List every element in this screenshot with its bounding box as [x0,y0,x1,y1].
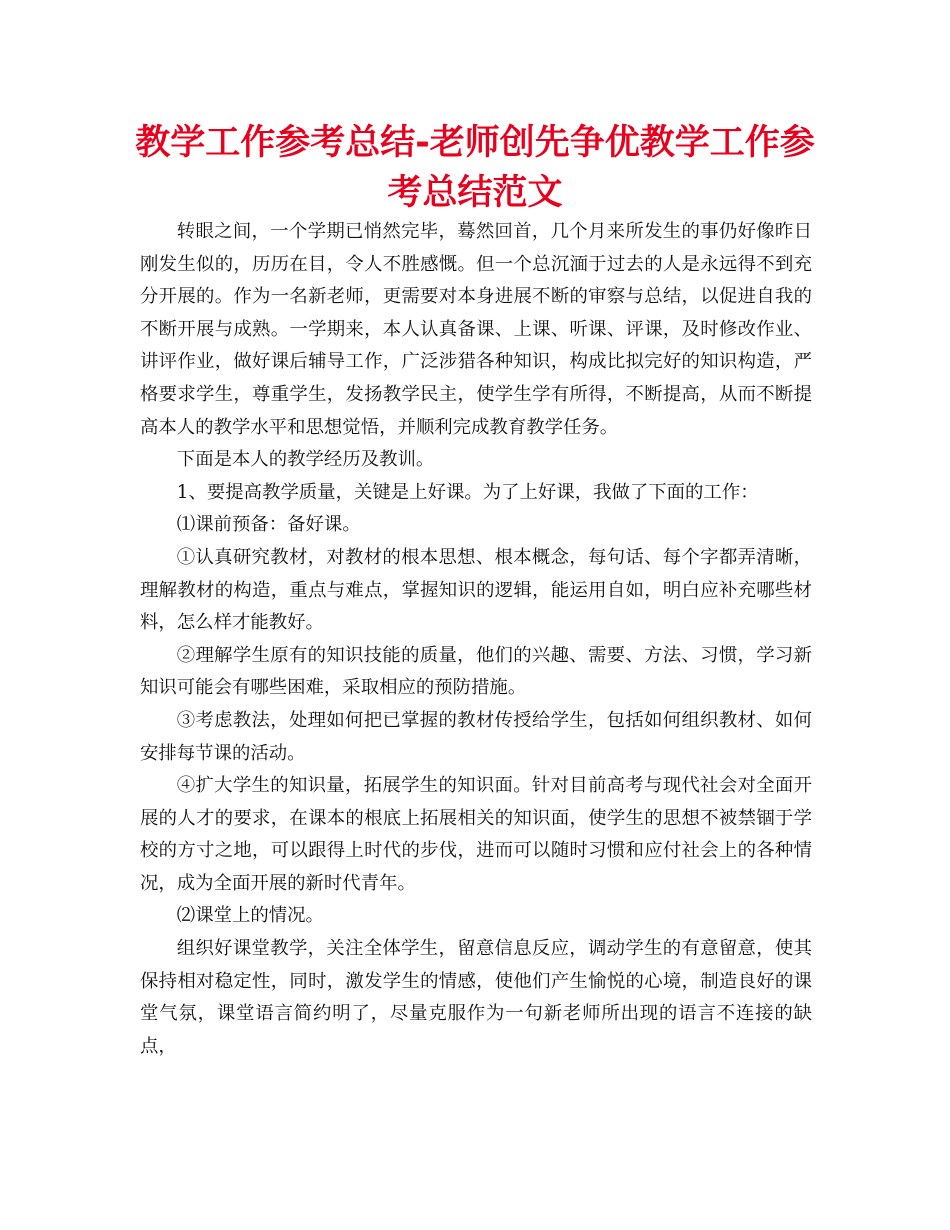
paragraph-item-1: ①认真研究教材，对教材的根本思想、根本概念，每句话、每个字都弄清晰，理解教材的构造，重点与难点，掌握知识的逻辑，能运用自如，明白应补充哪些材料，怎么样才能教好。 [140,546,812,634]
paragraph-intro: 转眼之间，一个学期已悄然完毕，蓦然回首，几个月来所发生的事仍好像昨日刚发生似的，历历在目，令人不胜感慨。但一个总沉湎于过去的人是永远得不到充分开展的。作为一名新老师，更需要对本身进展不断的审察与总结，以促进自我的不断开展与成熟。一学期来，本人认真备课、上课、听课、评课，及时修改作业、讲评作业，做好课后辅导工作，广泛涉猎各种知识，构成比拟完好的知识构造，严格要求学生，尊重学生，发扬教学民主，使学生学有所得，不断提高，从而不断提高本人的教学水平和思想觉悟，并顺利完成教育教学任务。 [140,221,812,438]
paragraph-item-2: ②理解学生原有的知识技能的质量，他们的兴趣、需要、方法、习惯，学习新知识可能会有哪些困难，采取相应的预防措施。 [140,644,812,699]
document-body [140,216,812,1063]
paragraph-item-4: ④扩大学生的知识量，拓展学生的知识面。针对目前高考与现代社会对全面开展的人才的要求，在课本的根底上拓展相关的知识面，使学生的思想不被禁锢于学校的方寸之地，可以跟得上时代的步伐，进而可以随时习惯和应付社会上的各种情况，成为全面开展的新时代青年。 [140,775,812,894]
paragraph-classroom-body: 组织好课堂教学，关注全体学生，留意信息反应，调动学生的有意留意，使其保持相对稳定性，同时，激发学生的情感，使他们产生愉悦的心境，制造良好的课堂气氛，课堂语言简约明了，尽量克服作为一句新老师所出现的语言不连接的缺点， [140,938,812,1057]
document-title: 教学工作参考总结-老师创先争优教学工作参考总结范文 [135,123,815,213]
paragraph-experience-intro: 下面是本人的教学经历及教训。 [176,449,435,471]
paragraph-item-3: ③考虑教法，处理如何把已掌握的教材传授给学生，包括如何组织教材、如何安排每节课的活动。 [140,709,812,764]
paragraph-subsection-prep: ⑴课前预备：备好课。 [176,514,361,536]
paragraph-subsection-classroom: ⑵课堂上的情况。 [176,905,324,927]
paragraph-section-1: 1、要提高教学质量，关键是上好课。为了上好课，我做了下面的工作： [176,481,759,503]
